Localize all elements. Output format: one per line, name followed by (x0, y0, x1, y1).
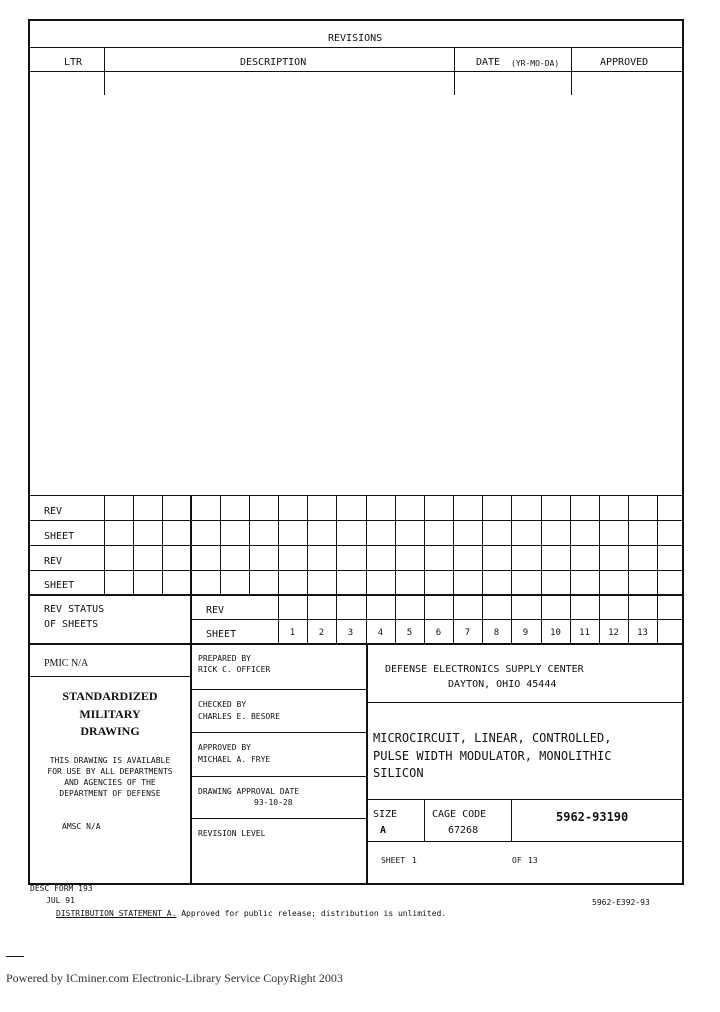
divider (30, 643, 682, 645)
smd-availability: FOR USE BY ALL DEPARTMENTS (47, 767, 173, 776)
divider (30, 71, 682, 72)
divider (336, 495, 337, 643)
prepared-label: PREPARED BY (198, 654, 251, 663)
col-date: DATE (476, 57, 501, 68)
pmic: PMIC N/A (44, 658, 89, 669)
divider (366, 495, 367, 643)
drawing-frame (28, 19, 684, 885)
cage-label: CAGE CODE (432, 809, 487, 820)
revisions-title: REVISIONS (328, 33, 383, 44)
divider (599, 495, 600, 643)
rev-label: REV (206, 605, 225, 616)
divider (30, 594, 682, 596)
prepared-name: RICK C. OFFICER (198, 665, 271, 674)
sheet-number: 6 (435, 628, 442, 638)
divider (278, 495, 279, 643)
revision-level-label: REVISION LEVEL (198, 829, 266, 838)
rev-label: REV (44, 506, 63, 517)
divider (511, 495, 512, 643)
size-value: A (380, 825, 387, 836)
title-line2: PULSE WIDTH MODULATOR, MONOLITHIC (373, 749, 612, 763)
divider (30, 570, 682, 571)
sheet-label: SHEET (44, 580, 75, 591)
col-date-format: (YR-MO-DA) (511, 59, 560, 68)
col-ltr: LTR (64, 57, 83, 68)
divider (190, 732, 366, 733)
divider (133, 495, 134, 594)
title-line3: SILICON (373, 766, 424, 780)
divider (307, 495, 308, 643)
cage-value: 67268 (448, 825, 479, 836)
sheet-number: 13 (637, 628, 648, 638)
sheet-number: 3 (347, 628, 354, 638)
divider (190, 495, 192, 643)
sheet-value: 1 (412, 856, 417, 865)
divider (190, 689, 366, 690)
divider (424, 799, 425, 841)
col-description: DESCRIPTION (240, 57, 307, 68)
divider (162, 495, 163, 594)
divider (104, 495, 105, 594)
divider (366, 841, 682, 842)
divider (104, 47, 105, 95)
of-value: 13 (528, 856, 538, 865)
of-label: OF (512, 856, 522, 865)
smd-availability: DEPARTMENT OF DEFENSE (59, 789, 161, 798)
divider (190, 776, 366, 777)
approved-name: MICHAEL A. FRYE (198, 755, 271, 764)
divider (570, 495, 571, 643)
smd-availability: AND AGENCIES OF THE (64, 778, 156, 787)
sheet-label: SHEET (206, 629, 237, 640)
agency-line2: DAYTON, OHIO 45444 (448, 679, 557, 690)
divider (190, 619, 682, 620)
distribution-label: DISTRIBUTION STATEMENT A. (56, 909, 177, 918)
checked-name: CHARLES E. BESORE (198, 712, 280, 721)
rev-status-line2: OF SHEETS (44, 619, 99, 630)
divider (6, 956, 24, 957)
sheet-number: 12 (608, 628, 619, 638)
divider (30, 47, 682, 48)
size-label: SIZE (373, 809, 398, 820)
divider (454, 47, 455, 95)
amsc: AMSC N/A (62, 822, 101, 831)
smd-line2: MILITARY (79, 707, 141, 721)
form-number: DESC FORM 193 (30, 884, 93, 893)
col-approved: APPROVED (600, 57, 649, 68)
sheet-label: SHEET (44, 531, 75, 542)
approved-label: APPROVED BY (198, 743, 251, 752)
divider (628, 495, 629, 643)
rev-label: REV (44, 556, 63, 567)
approval-date: 93-10-28 (254, 798, 293, 807)
document-code: 5962-E392-93 (592, 898, 650, 907)
sheet-label: SHEET (381, 856, 406, 865)
distribution-text: Approved for public release; distribution is unlimited. (176, 909, 447, 918)
sheet-number: 4 (377, 628, 384, 638)
divider (571, 47, 572, 95)
divider (249, 495, 250, 594)
sheet-number: 11 (579, 628, 590, 638)
title-line1: MICROCIRCUIT, LINEAR, CONTROLLED, (373, 731, 612, 745)
powered-by: Powered by ICminer.com Electronic-Library Service CopyRight 2003 (6, 971, 343, 985)
smd-line3: DRAWING (80, 724, 140, 738)
divider (424, 495, 425, 643)
divider (30, 520, 682, 521)
divider (366, 702, 682, 703)
divider (482, 495, 483, 643)
divider (220, 495, 221, 594)
agency-line1: DEFENSE ELECTRONICS SUPPLY CENTER (385, 664, 584, 675)
sheet-number: 7 (464, 628, 471, 638)
sheet-number: 9 (522, 628, 529, 638)
sheet-number: 10 (550, 628, 561, 638)
divider (366, 643, 368, 885)
divider (511, 799, 512, 841)
rev-status-line1: REV STATUS (44, 604, 105, 615)
divider (395, 495, 396, 643)
checked-label: CHECKED BY (198, 700, 247, 709)
sheet-number: 5 (406, 628, 413, 638)
divider (541, 495, 542, 643)
sheet-number: 2 (318, 628, 325, 638)
divider (366, 799, 682, 800)
distribution-statement (56, 909, 446, 918)
divider (657, 495, 658, 643)
smd-line1: STANDARDIZED (62, 689, 158, 703)
drawing-number: 5962-93190 (556, 810, 629, 824)
divider (30, 676, 190, 677)
smd-availability: THIS DRAWING IS AVAILABLE (49, 756, 171, 765)
approval-date-label: DRAWING APPROVAL DATE (198, 787, 300, 796)
sheet-number: 8 (493, 628, 500, 638)
sheet-number: 1 (289, 628, 296, 638)
divider (30, 545, 682, 546)
divider (30, 495, 682, 496)
divider (190, 643, 192, 885)
divider (190, 818, 366, 819)
divider (453, 495, 454, 643)
form-date: JUL 91 (46, 896, 75, 905)
